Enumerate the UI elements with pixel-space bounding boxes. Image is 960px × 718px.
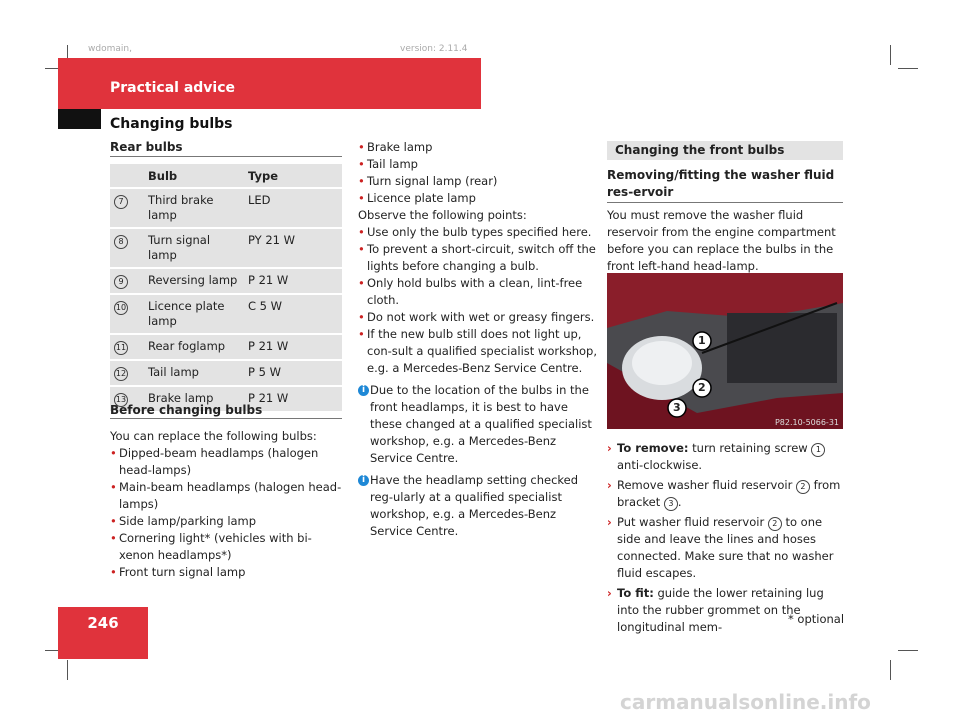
step-text: turn retaining screw [692,441,808,455]
table-row [110,268,342,294]
column-header: Type [244,164,342,188]
list-item: • To prevent a short-circuit, switch off the lights before changing a bulb. [358,241,598,275]
bulb-cell: Tail lamp [144,360,244,386]
step [607,514,847,582]
divider [110,418,342,419]
type-cell: C 5 W [244,294,342,334]
list-item: • Use only the bulb types specified here. [358,224,598,241]
list-item: • Front turn signal lamp [110,564,346,581]
steps-block [607,440,847,636]
info-note [358,472,598,540]
crop-mark [890,660,891,680]
column-header: Bulb [144,164,244,188]
callout-3: 3 [673,401,681,414]
list-item: • Tail lamp [358,156,598,173]
table-row [110,228,342,268]
table-row [110,360,342,386]
before-changing-heading: Before changing bulbs [110,403,263,417]
observe-intro: Observe the following points: [358,208,527,222]
callout-number: 2 [796,480,810,494]
crop-mark [898,68,918,69]
divider [110,156,342,157]
crop-mark [898,650,918,651]
callout-2: 2 [698,381,706,394]
step-text: to one side and leave the lines and hoses connected. Make sure that no washer fluid escapes. [617,515,834,580]
site-watermark: carmanualsonline.info [620,690,871,714]
step-label: To remove: [617,441,689,455]
before-changing-intro: You can replace the following bulbs: [110,429,317,443]
engine-compartment-photo [607,273,843,429]
list-item: • Brake lamp [358,139,598,156]
middle-column [358,139,598,540]
callout-number: 9 [114,275,128,289]
crop-mark [890,45,891,65]
step [607,585,847,636]
step-arrow-icon: › [607,478,612,492]
list-item: • Licence plate lamp [358,190,598,207]
step-arrow-icon: › [607,586,612,600]
info-text: Due to the location of the bulbs in the front headlamps, it is best to have these changed at a qualified specialist workshop, e.g. a Mercedes-Benz Service Centre. [370,383,592,465]
step-arrow-icon: › [607,441,612,455]
callout-number: 2 [768,517,782,531]
callout-1: 1 [698,334,706,347]
front-intro: You must remove the washer fluid reservoir from the engine compartment before you can replace the bulbs in the front left-hand head-lamp. [607,208,836,273]
info-icon: i [358,475,369,486]
type-cell: P 5 W [244,360,342,386]
step-text: from bracket [617,478,841,509]
washer-reservoir-heading: Removing/fitting the washer fluid res-ervoir [607,168,835,199]
list-item: • Only hold bulbs with a clean, lint-free cloth. [358,275,598,309]
watermark-left: wdomain, [88,44,132,54]
info-text: Have the headlamp setting checked reg-ularly at a qualified specialist workshop, e.g. a Mercedes-Benz Service Centre. [370,473,579,538]
header-tab [58,109,101,129]
callout-number: 1 [811,443,825,457]
step-text: Remove washer fluid reservoir [617,478,793,492]
watermark-right: version: 2.11.4 [400,44,468,54]
type-cell: LED [244,188,342,228]
table-header-row [110,164,342,188]
bulb-cell: Turn signal lamp [144,228,244,268]
list-item: • Do not work with wet or greasy fingers. [358,309,598,326]
bulb-cell: Rear foglamp [144,334,244,360]
engine-photo-illustration [607,273,843,429]
list-item: • Side lamp/parking lamp [110,513,346,530]
table-row [110,188,342,228]
type-cell: PY 21 W [244,228,342,268]
callout-number: 7 [114,195,128,209]
page-number: 246 [87,614,119,632]
bulb-cell: Brake lamp [144,386,244,412]
section-title: Changing bulbs [110,116,233,132]
front-bulbs-banner-text: Changing the front bulbs [615,143,785,157]
callout-number: 13 [114,393,128,407]
step-text: guide the lower retaining lug into the rubber grommet on the longitudinal mem- [617,586,824,634]
step-text: anti-clockwise. [617,458,703,472]
table-row [110,334,342,360]
type-cell: P 21 W [244,334,342,360]
type-cell: P 21 W [244,386,342,412]
list-item: • If the new bulb still does not light up, con-sult a qualified specialist workshop, e.g. a Mercedes-Benz Service Centre. [358,326,598,377]
callout-number: 8 [114,235,128,249]
callout-number: 12 [114,367,128,381]
info-icon: i [358,385,369,396]
list-item: • Main-beam headlamps (halogen head-lamps) [110,479,346,513]
info-note [358,382,598,467]
step-arrow-icon: › [607,515,612,529]
before-changing-block [110,428,346,581]
table-row [110,294,342,334]
type-cell: P 21 W [244,268,342,294]
list-item: • Cornering light* (vehicles with bi-xenon headlamps*) [110,530,346,564]
bulb-cell: Licence plate lamp [144,294,244,334]
callout-number: 3 [664,497,678,511]
step-text: Put washer fluid reservoir [617,515,765,529]
photo-code: P82.10-5066-31 [774,418,839,427]
step: › Remove washer fluid reservoir 2 from bracket 3 . [607,478,841,509]
step-label: To fit: [617,586,654,600]
chapter-title: Practical advice [110,80,236,96]
list-item: • Turn signal lamp (rear) [358,173,598,190]
rear-bulbs-heading: Rear bulbs [110,140,183,154]
list-item: • Dipped-beam headlamps (halogen head-lamps) [110,445,346,479]
front-bulbs-banner [607,141,843,160]
divider [607,202,843,203]
callout-number: 11 [114,341,128,355]
callout-number: 10 [114,301,128,315]
step [607,440,847,474]
bulb-cell: Third brake lamp [144,188,244,228]
rear-bulbs-table [110,164,342,413]
bulb-cell: Reversing lamp [144,268,244,294]
optional-footnote: * optional [788,612,845,626]
crop-mark [67,660,68,680]
